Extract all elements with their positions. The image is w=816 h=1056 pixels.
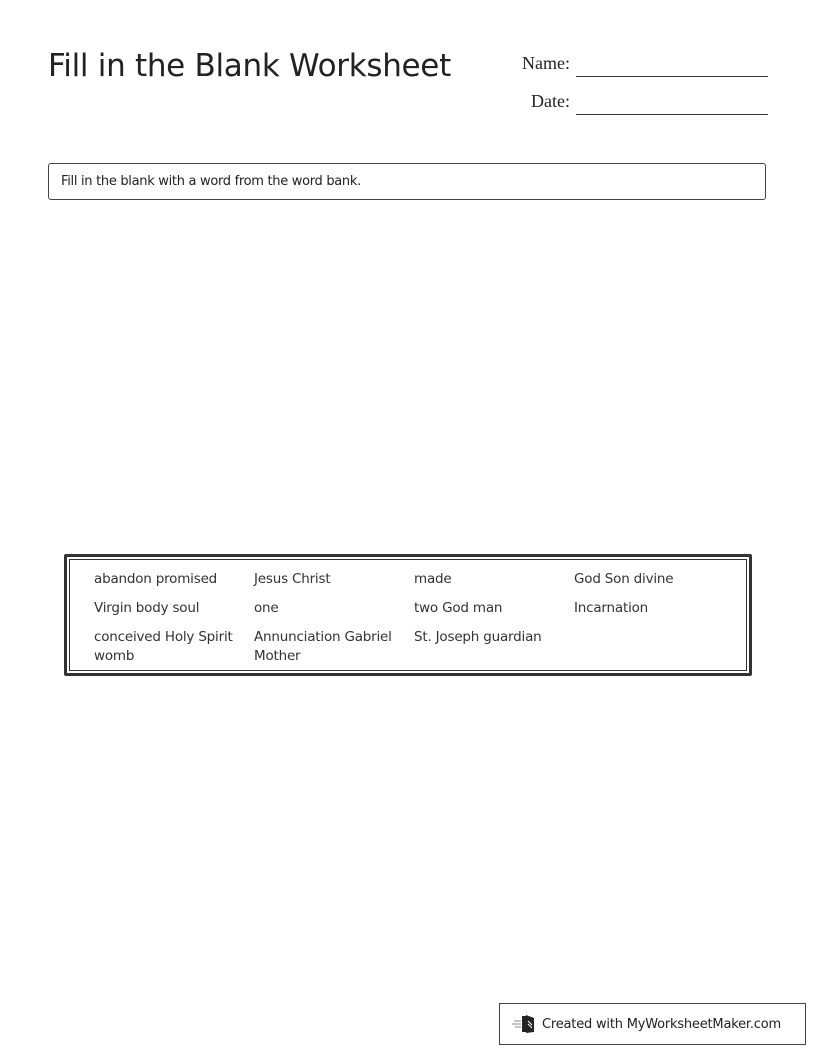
date-blank-line[interactable] xyxy=(576,114,768,115)
word-bank-item: made xyxy=(414,571,452,587)
worksheet-logo-icon xyxy=(512,1013,538,1035)
word-bank-item: God Son divine xyxy=(574,571,674,587)
word-bank-grid xyxy=(94,570,746,672)
date-label: Date: xyxy=(531,91,570,111)
footer-credit[interactable] xyxy=(499,1003,806,1045)
name-field xyxy=(500,52,768,74)
instructions-box: Fill in the blank with a word from the word bank. xyxy=(48,163,766,200)
word-bank-item: Virgin body soul xyxy=(94,600,200,616)
word-bank-item: Incarnation xyxy=(574,600,649,616)
word-bank-item: conceived Holy Spirit womb xyxy=(94,629,233,664)
word-bank-item: Annunciation Gabriel Mother xyxy=(254,629,392,664)
word-bank-item: abandon promised xyxy=(94,571,218,587)
name-label: Name: xyxy=(522,53,570,73)
word-bank-item: one xyxy=(254,600,279,616)
word-bank-item: St. Joseph guardian xyxy=(414,629,542,645)
date-field xyxy=(500,90,768,112)
word-bank-item xyxy=(574,628,734,666)
word-bank-item: two God man xyxy=(414,600,503,616)
name-blank-line[interactable] xyxy=(576,76,768,77)
footer-text: Created with MyWorksheetMaker.com xyxy=(542,1016,781,1032)
word-bank xyxy=(64,554,752,676)
page-title: Fill in the Blank Worksheet xyxy=(48,48,451,84)
word-bank-item: Jesus Christ xyxy=(254,571,331,587)
word-bank-inner xyxy=(69,559,747,671)
